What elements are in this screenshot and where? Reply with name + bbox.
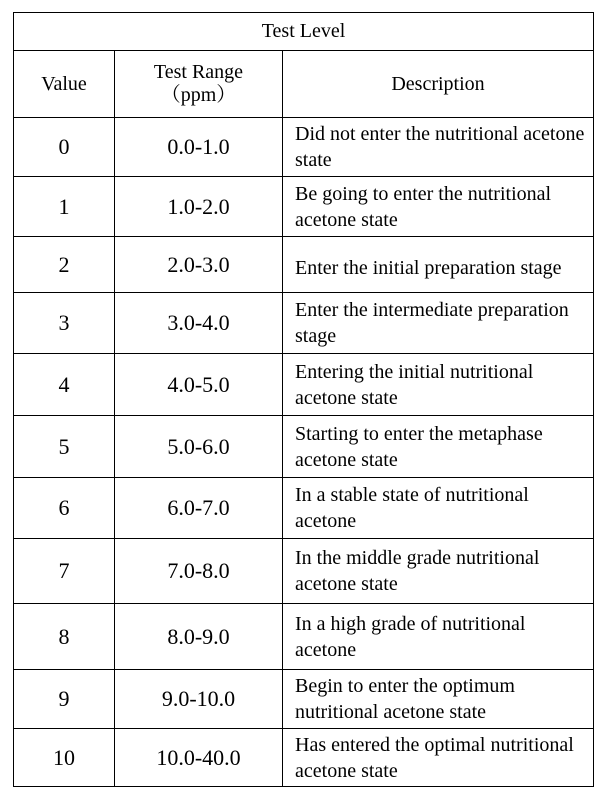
cell-description: Enter the initial preparation stage: [283, 237, 594, 293]
table-row: [14, 604, 594, 670]
header-test-range-label: Test Range: [153, 61, 244, 83]
cell-description: In the middle grade nutritional acetone state: [283, 539, 594, 604]
cell-description: Entering the initial nutritional acetone state: [283, 354, 594, 416]
table-row: [14, 539, 594, 604]
cell-value: 4: [14, 354, 115, 416]
cell-value: 0: [14, 118, 115, 177]
cell-value: 3: [14, 293, 115, 354]
header-test-range: [115, 51, 283, 118]
table-row: [14, 354, 594, 416]
header-description: Description: [283, 51, 594, 118]
cell-range: 7.0-8.0: [115, 539, 283, 604]
cell-value: 7: [14, 539, 115, 604]
cell-description: Enter the intermediate preparation stage: [283, 293, 594, 354]
table-row: [14, 478, 594, 539]
table-row: [14, 177, 594, 237]
cell-value: 10: [14, 729, 115, 787]
cell-range: 1.0-2.0: [115, 177, 283, 237]
cell-range: 6.0-7.0: [115, 478, 283, 539]
cell-range: 0.0-1.0: [115, 118, 283, 177]
cell-range: 9.0-10.0: [115, 670, 283, 729]
cell-value: 1: [14, 177, 115, 237]
cell-range: 3.0-4.0: [115, 293, 283, 354]
table-row: [14, 670, 594, 729]
cell-range: 10.0-40.0: [115, 729, 283, 787]
cell-range: 4.0-5.0: [115, 354, 283, 416]
table-title: Test Level: [14, 13, 594, 51]
cell-description: Be going to enter the nutritional acetone state: [283, 177, 594, 237]
cell-description: Begin to enter the optimum nutritional acetone state: [283, 670, 594, 729]
table-row: [14, 237, 594, 293]
cell-description: Starting to enter the metaphase acetone state: [283, 416, 594, 478]
test-level-table-container: [13, 12, 594, 787]
header-value: Value: [14, 51, 115, 118]
test-level-table: [13, 12, 594, 787]
cell-value: 5: [14, 416, 115, 478]
table-row: [14, 416, 594, 478]
cell-range: 8.0-9.0: [115, 604, 283, 670]
table-row: [14, 729, 594, 787]
table-row: [14, 118, 594, 177]
cell-value: 2: [14, 237, 115, 293]
cell-description: Did not enter the nutritional acetone state: [283, 118, 594, 177]
cell-range: 2.0-3.0: [115, 237, 283, 293]
cell-value: 9: [14, 670, 115, 729]
cell-description: In a stable state of nutritional acetone: [283, 478, 594, 539]
cell-value: 8: [14, 604, 115, 670]
table-row: [14, 293, 594, 354]
cell-range: 5.0-6.0: [115, 416, 283, 478]
cell-description: In a high grade of nutritional acetone: [283, 604, 594, 670]
cell-description: Has entered the optimal nutritional acetone state: [283, 729, 594, 787]
cell-value: 6: [14, 478, 115, 539]
header-test-range-unit: （ppm）: [160, 84, 237, 106]
